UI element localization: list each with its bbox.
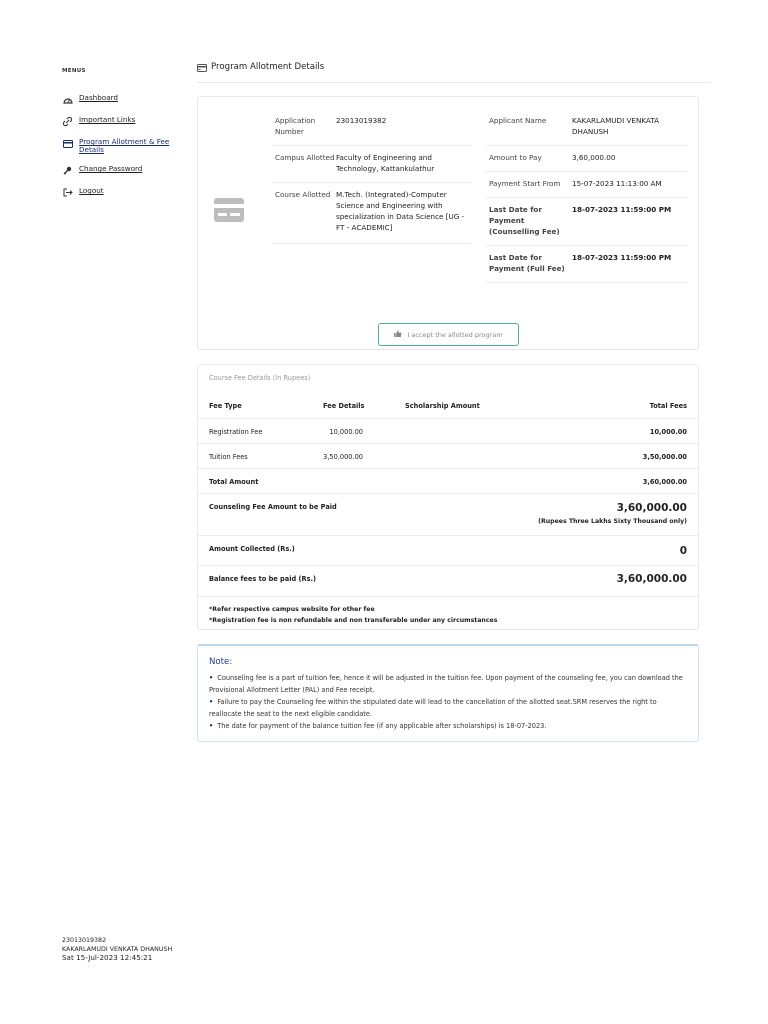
last-date-full-fee-row xyxy=(486,246,687,283)
amount-collected-row xyxy=(198,535,698,565)
table-row xyxy=(198,443,698,468)
row-key: Application Number xyxy=(275,116,316,136)
accept-button-label: I accept the allotted program xyxy=(407,330,503,339)
counseling-fee-label: Counseling Fee Amount to be Paid xyxy=(209,503,337,511)
note-card xyxy=(197,644,699,742)
sidebar-item-label: Dashboard xyxy=(79,93,118,102)
amount-collected-value: 0 xyxy=(679,545,687,557)
bullet-icon: • xyxy=(209,722,214,730)
amount-in-words: (Rupees Three Lakhs Sixty Thousand only) xyxy=(538,518,687,525)
fee-details-cell: 3,50,000.00 xyxy=(323,453,363,461)
sidebar-item-program-allotment[interactable] xyxy=(62,138,182,154)
divider xyxy=(198,596,698,597)
user-info-footer xyxy=(62,937,172,963)
note-title: Note: xyxy=(209,657,233,667)
column-header: Fee Type xyxy=(209,402,242,410)
link-icon xyxy=(62,116,73,127)
total-fees-cell: 3,50,000.00 xyxy=(642,453,687,461)
allotment-left-table xyxy=(272,109,471,244)
total-fees-cell: 10,000.00 xyxy=(649,428,687,436)
sidebar-item-label: Logout xyxy=(79,186,104,195)
row-value: 15-07-2023 11:13:00 AM xyxy=(572,179,662,188)
menus-label: MENUS xyxy=(62,68,86,74)
footnote: *Registration fee is non refundable and non transferable under any circumstances xyxy=(209,617,498,624)
total-amount-row xyxy=(198,468,698,493)
card-icon xyxy=(62,138,73,149)
bullet-icon: • xyxy=(209,674,214,682)
row-key: Last Date for Payment (Full Fee) xyxy=(489,253,565,273)
dashboard-icon xyxy=(62,94,73,105)
fee-type-cell: Registration Fee xyxy=(209,428,263,436)
course-fee-card xyxy=(197,364,699,630)
page-header xyxy=(197,61,711,83)
counseling-fee-row xyxy=(198,493,698,535)
sidebar-item-logout[interactable] xyxy=(62,187,182,198)
footer-timestamp: Sat 15-Jul-2023 12:45:21 xyxy=(62,953,153,962)
amount-to-pay-row xyxy=(486,146,687,172)
row-key: Course Allotted xyxy=(275,190,331,199)
row-key: Payment Start From xyxy=(489,179,561,188)
balance-fees-value: 3,60,000.00 xyxy=(616,573,687,585)
total-amount-value: 3,60,000.00 xyxy=(642,478,687,486)
note-text: Failure to pay the Counseling fee within the stipulated date will lead to the cancellation of the allotted seat.SRM reserves the right to reallocate the seat to the next eligible candidate. xyxy=(209,698,657,718)
row-key: Campus Allotted xyxy=(275,153,335,162)
column-header: Total Fees xyxy=(649,402,687,410)
fee-footnotes xyxy=(209,604,497,626)
sidebar-item-label: Important Links xyxy=(79,115,136,124)
application-number-row xyxy=(272,109,471,146)
course-allotted-row xyxy=(272,183,471,244)
row-value: M.Tech. (Integrated)-Computer Science and Engineering with specialization in Data Science [UG - FT - ACADEMIC] xyxy=(336,190,465,232)
list-item xyxy=(209,720,689,732)
key-icon xyxy=(62,165,73,176)
card-icon xyxy=(197,64,207,74)
list-item xyxy=(209,696,689,720)
fee-details-cell: 10,000.00 xyxy=(329,428,363,436)
footnote: *Refer respective campus website for other fee xyxy=(209,606,375,613)
logout-icon xyxy=(62,187,73,198)
list-item xyxy=(209,672,689,696)
fee-table xyxy=(198,393,698,597)
campus-allotted-row xyxy=(272,146,471,183)
fee-table-caption: Course Fee Details (In Rupees) xyxy=(209,374,311,382)
last-date-counselling-row xyxy=(486,198,687,246)
row-value: 3,60,000.00 xyxy=(572,153,616,162)
column-header: Fee Details xyxy=(323,402,365,410)
sidebar xyxy=(62,68,182,209)
payment-start-row xyxy=(486,172,687,198)
table-row xyxy=(198,418,698,443)
row-value: 23013019382 xyxy=(336,116,387,125)
note-list xyxy=(209,672,689,732)
footer-applicant-name: KAKARLAMUDI VENKATA DHANUSH xyxy=(62,945,173,953)
row-key: Amount to Pay xyxy=(489,153,542,162)
allotment-right-table xyxy=(486,109,687,283)
footer-application-number: 23013019382 xyxy=(62,937,107,944)
note-text: Counseling fee is a part of tuition fee, hence it will be adjusted in the tuition fee. Upon payment of the counseling fee, you can download the Provisional Allotment Letter (PAL) and Fee receipt. xyxy=(209,674,683,694)
balance-fees-label: Balance fees to be paid (Rs.) xyxy=(209,575,317,583)
applicant-name-row xyxy=(486,109,687,146)
fee-table-header xyxy=(198,393,698,418)
row-value: 18-07-2023 11:59:00 PM xyxy=(572,253,672,262)
sidebar-item-important-links[interactable] xyxy=(62,116,182,127)
counseling-fee-value: 3,60,000.00 xyxy=(616,502,687,514)
sidebar-item-dashboard[interactable] xyxy=(62,94,182,105)
accept-allotted-program-button[interactable] xyxy=(378,323,519,346)
note-text: The date for payment of the balance tuition fee (if any applicable after scholarships) is 18-07-2023. xyxy=(217,722,547,730)
balance-fees-row xyxy=(198,565,698,596)
row-key: Applicant Name xyxy=(489,116,547,125)
row-value: 18-07-2023 11:59:00 PM xyxy=(572,205,672,214)
amount-collected-label: Amount Collected (Rs.) xyxy=(209,545,295,553)
credit-card-icon xyxy=(213,197,245,223)
thumbs-up-icon xyxy=(394,330,402,339)
column-header: Scholarship Amount xyxy=(405,402,480,410)
sidebar-item-change-password[interactable] xyxy=(62,165,182,176)
sidebar-item-label: Program Allotment & Fee Details xyxy=(79,137,170,154)
fee-type-cell: Tuition Fees xyxy=(209,453,248,461)
row-key: Last Date for Payment (Counselling Fee) xyxy=(489,205,560,236)
sidebar-item-label: Change Password xyxy=(79,164,143,173)
total-amount-label: Total Amount xyxy=(209,478,259,486)
bullet-icon: • xyxy=(209,698,214,706)
row-value: Faculty of Engineering and Technology, Kattankulathur xyxy=(336,153,435,173)
page-title: Program Allotment Details xyxy=(211,62,325,72)
allotment-details-card xyxy=(197,96,699,350)
row-value: KAKARLAMUDI VENKATA DHANUSH xyxy=(572,116,660,136)
